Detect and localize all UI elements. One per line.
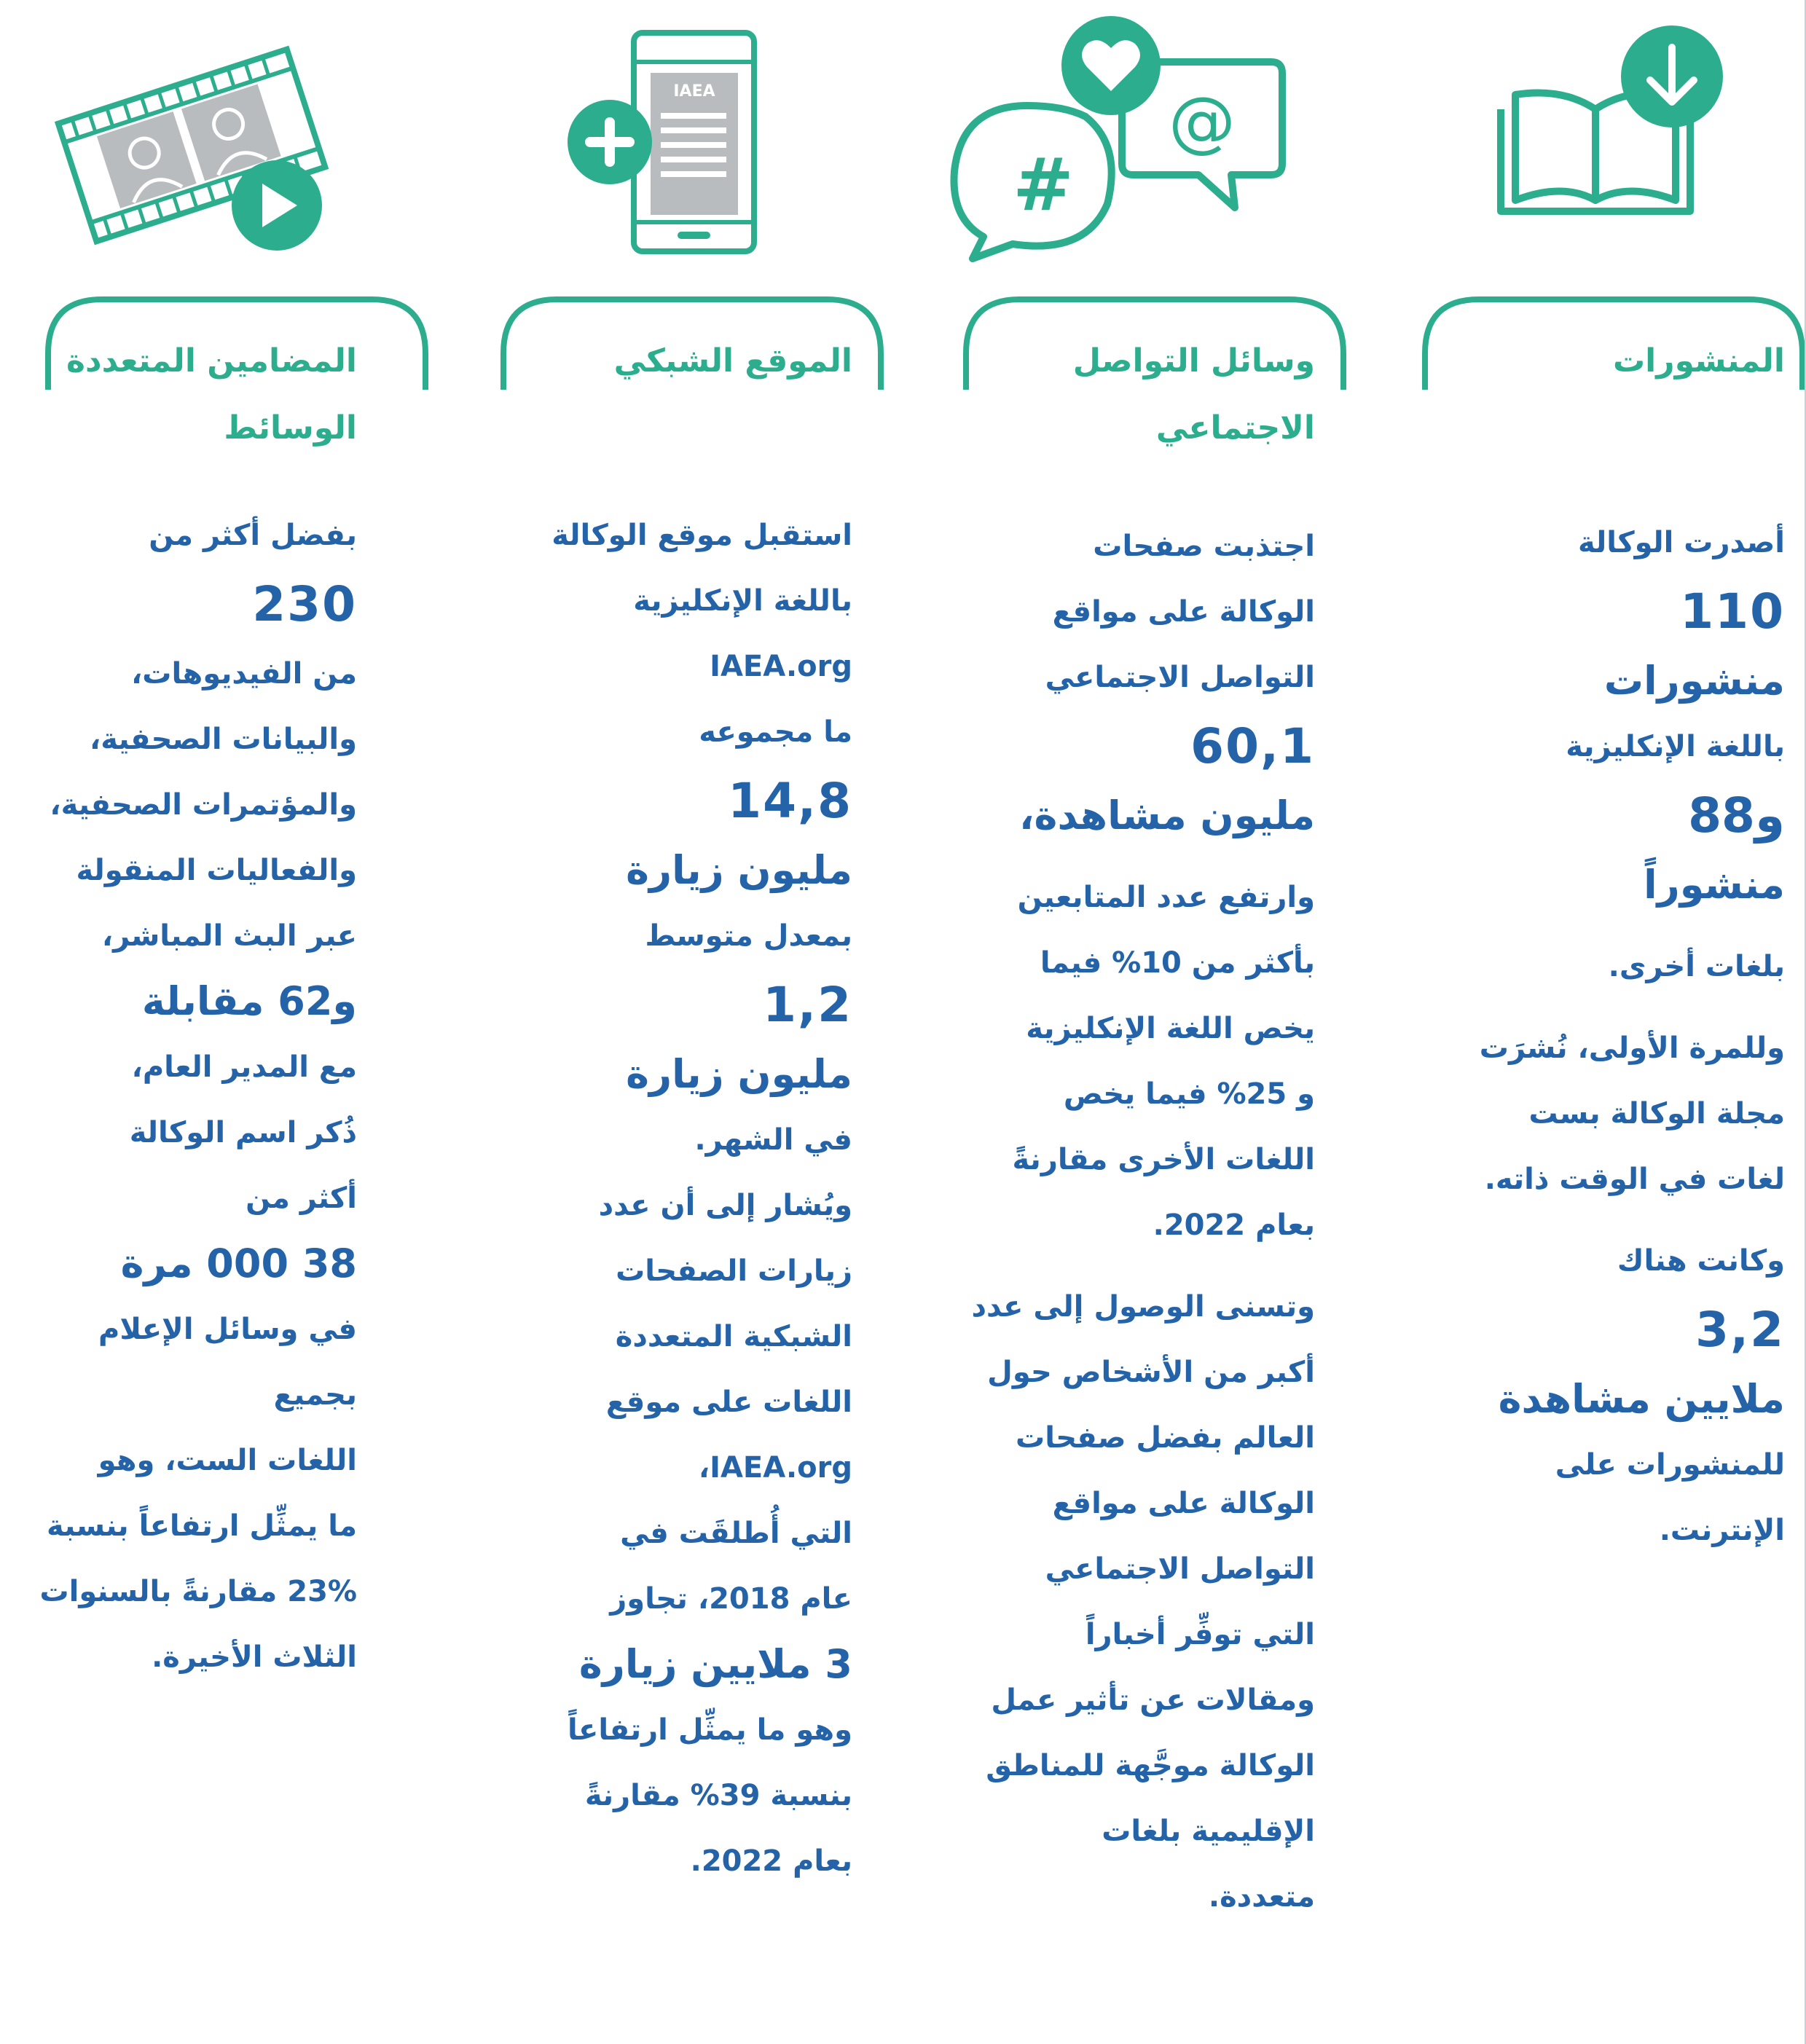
text-line: وتسنى الوصول إلى عدد	[971, 1290, 1315, 1324]
column-website	[455, 0, 885, 2044]
text-line: أكبر من الأشخاص حول	[987, 1356, 1315, 1389]
stat-label: منشورات	[1603, 658, 1785, 704]
stat-number: 230	[252, 576, 357, 632]
text-line: IAEA.org،	[698, 1451, 852, 1485]
text-line: وهو ما يمثِّل ارتفاعاً	[567, 1713, 852, 1747]
title-line: الاجتماعي	[1155, 409, 1315, 447]
open-book-download-icon	[1377, 15, 1806, 262]
stat-label: 38 000 مرة	[120, 1241, 357, 1286]
text-line: التواصل الاجتماعي	[1045, 1552, 1315, 1586]
text-line: ما يمثِّل ارتفاعاً بنسبة	[47, 1509, 357, 1543]
text-line: اجتذبت صفحات	[1093, 530, 1315, 563]
text-line: والبيانات الصحفية،	[90, 723, 357, 756]
section-title	[1479, 328, 1785, 395]
text-line: بمعدل متوسط	[645, 919, 852, 953]
text-line: العالم بفضل صفحات	[1016, 1421, 1315, 1455]
column-social-media	[918, 0, 1348, 2044]
svg-text:@: @	[1169, 82, 1236, 160]
text-line: الوكالة على مواقع	[1052, 595, 1315, 629]
text-line: ومقالات عن تأثير عمل	[991, 1683, 1315, 1717]
text-line: أكثر من	[246, 1182, 357, 1215]
text-line: وللمرة الأولى، نُشرَت	[1479, 1031, 1785, 1065]
text-line: لغات في الوقت ذاته.	[1484, 1163, 1785, 1196]
stat-number: 110	[1680, 583, 1785, 640]
text-line: الإنترنت.	[1659, 1514, 1785, 1547]
stat-label: مليون مشاهدة،	[1019, 793, 1315, 838]
text-line: الشبكية المتعددة	[615, 1320, 852, 1353]
stat-number: 1,2	[763, 977, 852, 1033]
title-line: الوسائط	[224, 409, 357, 447]
text-line: ذُكر اسم الوكالة	[129, 1116, 357, 1149]
text-line: التي أُطلقَت في	[620, 1517, 852, 1550]
text-line: بلغات أخرى.	[1608, 950, 1785, 983]
stat-label: ملايين مشاهدة	[1498, 1376, 1785, 1422]
text-line: بأكثر من 10% فيما	[1040, 946, 1315, 980]
text-line: ما مجموعه	[699, 715, 852, 749]
text-line: وارتفع عدد المتابعين	[1017, 881, 1315, 914]
text-line: اللغات الست، وهو	[98, 1444, 357, 1477]
section-body	[929, 514, 1315, 1930]
text-line: بفضل أكثر من	[149, 519, 357, 552]
stat-label: مليون زيارة	[626, 1051, 852, 1097]
text-line: والمؤتمرات الصحفية،	[50, 788, 357, 822]
text-line: في وسائل الإعلام بجميع	[98, 1313, 357, 1412]
text-line: IAEA.org	[710, 650, 852, 683]
stat-number: 14,8	[728, 773, 852, 829]
text-line: عبر البث المباشر،	[101, 919, 357, 953]
text-line: الإقليمية بلغات	[1102, 1815, 1315, 1848]
text-line: بنسبة 39% مقارنةً	[584, 1779, 852, 1812]
text-line: الوكالة موجَّهة للمناطق	[986, 1749, 1315, 1782]
text-line: استقبل موقع الوكالة	[551, 519, 852, 552]
social-chat-bubbles-icon	[918, 15, 1348, 262]
stat-number: و88	[1688, 787, 1785, 844]
text-line: زيارات الصفحات	[616, 1254, 852, 1288]
column-publications	[1377, 0, 1806, 2044]
text-line: الوكالة على مواقع	[1052, 1487, 1315, 1520]
stat-number: 60,1	[1190, 718, 1315, 774]
stat-label: مليون زيارة	[626, 847, 852, 893]
text-line: اللغات الأخرى مقارنةً	[1012, 1143, 1315, 1176]
title-line: المضامين المتعددة	[66, 342, 357, 380]
text-line: وكانت هناك	[1617, 1244, 1785, 1278]
text-line: التواصل الاجتماعي	[1045, 661, 1315, 694]
section-title	[546, 328, 852, 395]
film-strip-play-icon	[0, 15, 430, 262]
text-line: عام 2018، تجاوز	[610, 1582, 852, 1616]
section-title	[51, 328, 357, 462]
text-line: و 25% فيما يخص	[1063, 1077, 1315, 1111]
text-line: متعددة.	[1208, 1880, 1315, 1914]
text-line: التي توفِّر أخباراً	[1085, 1618, 1315, 1651]
title-line: الموقع الشبكي	[613, 342, 852, 380]
text-line: للمنشورات على	[1555, 1448, 1785, 1482]
stat-label: منشوراً	[1644, 862, 1785, 908]
title-line: وسائل التواصل	[1072, 342, 1315, 380]
text-line: يخص اللغة الإنكليزية	[1026, 1012, 1315, 1045]
text-line: 23% مقارنةً بالسنوات	[39, 1575, 357, 1608]
text-line: مع المدير العام،	[131, 1050, 357, 1084]
text-line: بعام 2022.	[1153, 1208, 1315, 1242]
text-line: في الشهر.	[694, 1123, 852, 1157]
section-body	[1391, 510, 1785, 1563]
text-line: والفعاليات المنقولة	[76, 854, 357, 887]
section-body	[466, 503, 852, 1894]
title-line: المنشورات	[1612, 342, 1785, 380]
phone-label: IAEA	[673, 82, 715, 101]
svg-text:#: #	[1013, 142, 1074, 227]
section-title	[1009, 328, 1315, 462]
text-line: ويُشار إلى أن عدد	[598, 1189, 852, 1222]
mobile-website-plus-icon	[455, 15, 885, 262]
text-line: باللغة الإنكليزية	[633, 584, 852, 618]
stat-label: و62 مقابلة	[141, 978, 357, 1024]
text-line: باللغة الإنكليزية	[1566, 730, 1785, 763]
text-line: بعام 2022.	[690, 1844, 852, 1878]
text-line: مجلة الوكالة بست	[1528, 1097, 1785, 1131]
text-line: الثلاث الأخيرة.	[152, 1640, 357, 1674]
text-line: اللغات على موقع	[605, 1385, 852, 1419]
stat-label: 3 ملايين زيارة	[578, 1641, 852, 1687]
column-multimedia	[0, 0, 430, 2044]
section-body	[15, 503, 357, 1690]
text-line: أصدرت الوكالة	[1578, 526, 1785, 559]
stat-number: 3,2	[1695, 1302, 1785, 1358]
text-line: من الفيديوهات،	[131, 657, 357, 691]
